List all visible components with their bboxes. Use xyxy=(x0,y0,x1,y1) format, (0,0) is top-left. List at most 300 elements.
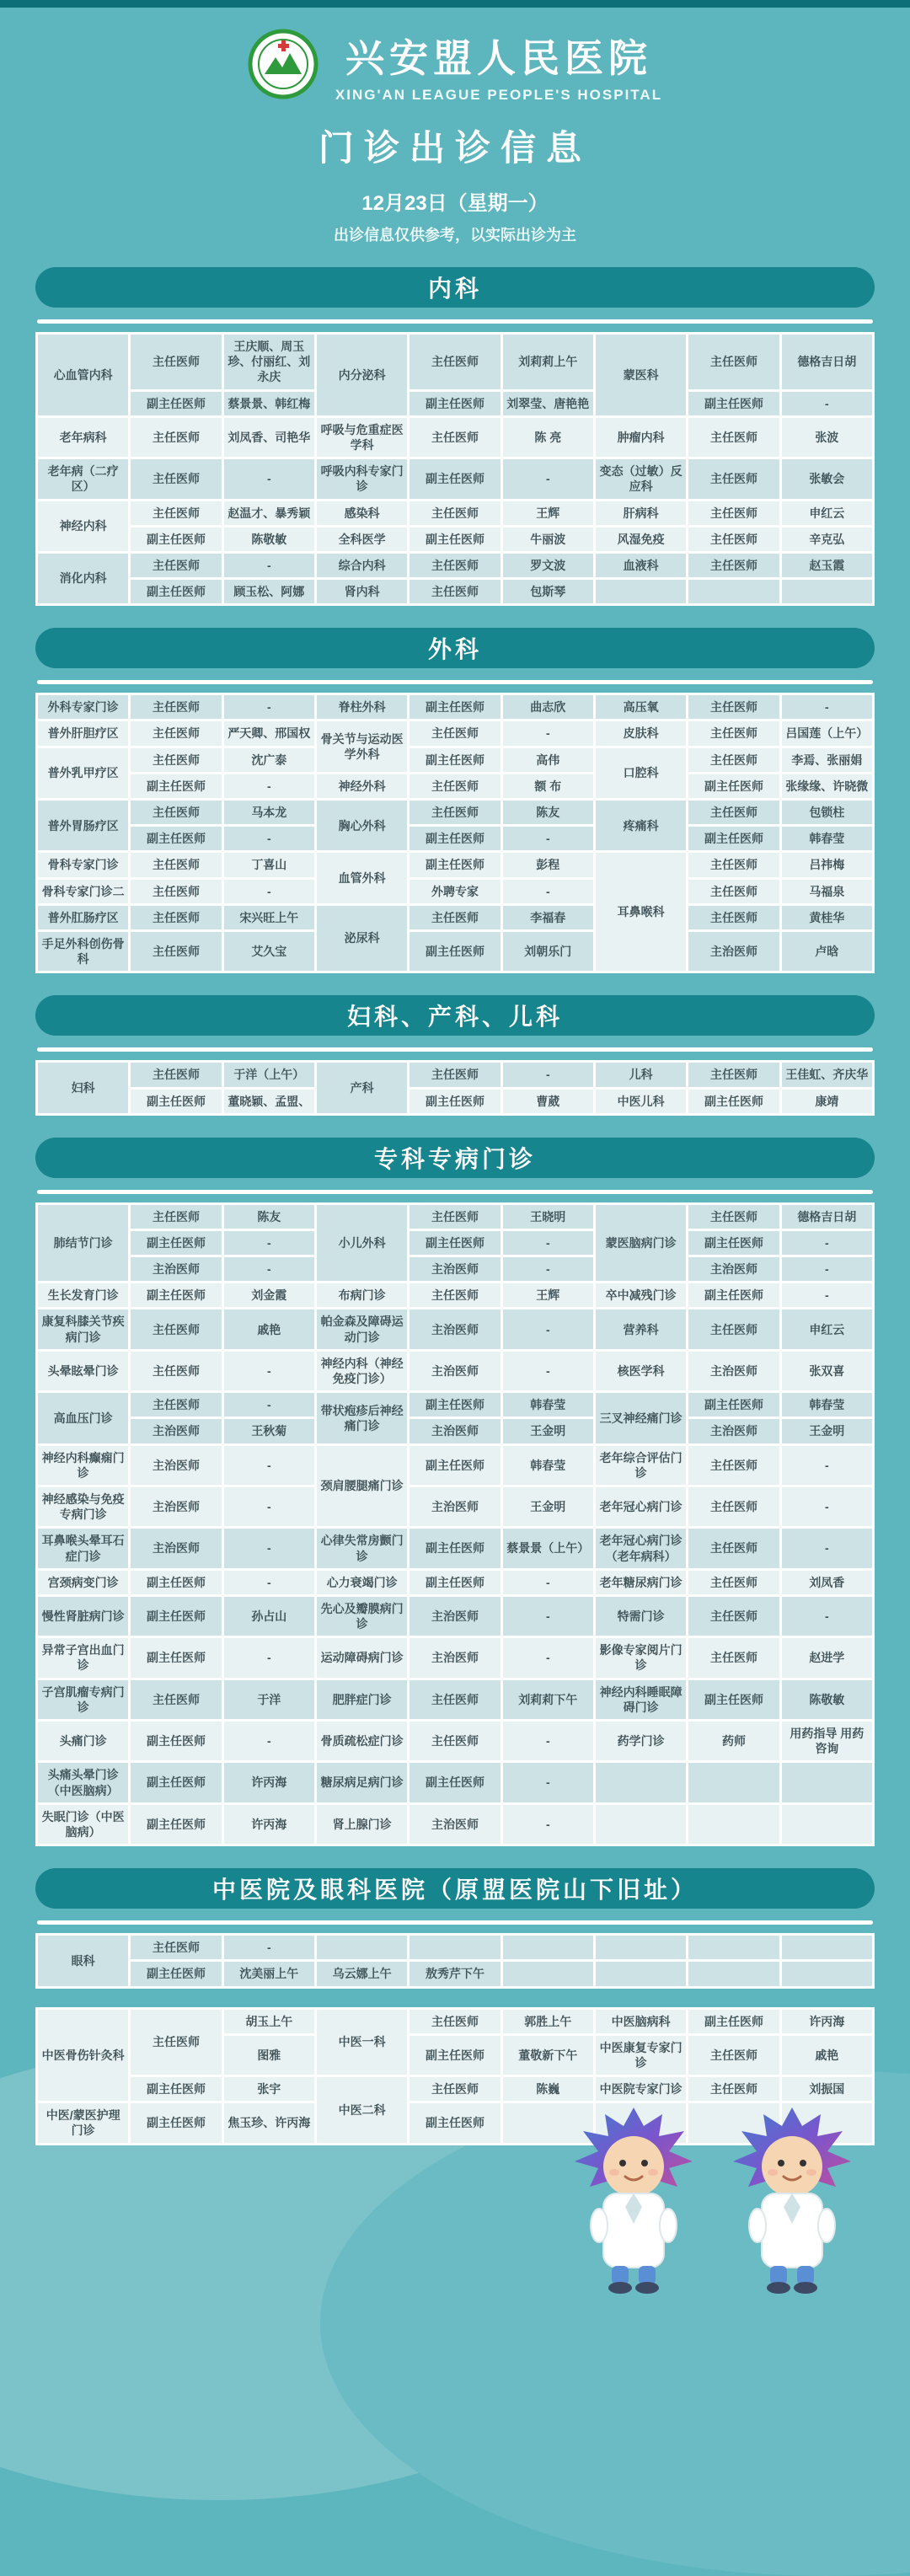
doctor-cell: - xyxy=(503,1722,593,1760)
rank-cell: 副主任医师 xyxy=(410,392,500,415)
section-header: 内科 xyxy=(35,267,875,308)
table-row xyxy=(38,774,872,798)
doctor-cell: 宋兴旺上午 xyxy=(224,906,314,929)
doctor-cell: 包锁柱 xyxy=(782,801,872,824)
rank-cell: 副主任医师 xyxy=(131,1763,221,1802)
department-cell: 产科 xyxy=(317,1063,407,1112)
rank-cell: 主任医师 xyxy=(131,801,221,824)
department-cell: 手足外科创伤骨科 xyxy=(38,932,128,971)
doctor-cell: 德格吉日胡 xyxy=(782,335,872,389)
doctor-cell: 蔡景景（上午） xyxy=(503,1529,593,1567)
department-cell: 妇科 xyxy=(38,1063,128,1112)
doctor-cell: - xyxy=(503,1231,593,1255)
department-cell: 宫颈病变门诊 xyxy=(38,1571,128,1594)
department-cell: 神经感染与免疫专病门诊 xyxy=(38,1487,128,1526)
rank-cell: 副主任医师 xyxy=(131,528,221,551)
rank-cell: 副主任医师 xyxy=(410,2103,500,2142)
department-cell: 特需门诊 xyxy=(596,1597,686,1636)
rank-cell: 副主任医师 xyxy=(131,1231,221,1255)
table-row xyxy=(38,1638,872,1677)
doctor-cell: 戚艳 xyxy=(224,1309,314,1348)
rank-cell: 副主任医师 xyxy=(131,1962,221,1985)
doctor-cell: - xyxy=(782,1529,872,1567)
mascot-left-icon xyxy=(575,2106,693,2300)
doctor-cell: - xyxy=(224,1446,314,1485)
doctor-cell: 马本龙 xyxy=(224,801,314,824)
doctor-cell: 牛丽波 xyxy=(503,528,593,551)
department-cell: 老年冠心病门诊 xyxy=(596,1487,686,1526)
rank-cell: 副主任医师 xyxy=(131,827,221,850)
schedule-sections xyxy=(0,267,910,2145)
rank-cell: 主任医师 xyxy=(131,459,221,498)
doctor-cell: - xyxy=(224,1722,314,1760)
department-cell: 肾内科 xyxy=(317,580,407,603)
doctor-cell: 德格吉日胡 xyxy=(782,1205,872,1229)
department-cell: 呼吸内科专家门诊 xyxy=(317,459,407,498)
department-cell xyxy=(596,1936,686,1959)
doctor-cell: 王金明 xyxy=(503,1487,593,1526)
rank-cell: 副主任医师 xyxy=(131,1722,221,1760)
rank-cell: 副主任医师 xyxy=(131,1571,221,1594)
section-divider xyxy=(37,680,873,684)
table-row xyxy=(38,1936,872,1959)
rank-cell: 主任医师 xyxy=(410,418,500,457)
doctor-cell: 陈敬敏 xyxy=(224,528,314,551)
rank-cell: 副主任医师 xyxy=(410,827,500,850)
doctor-cell: 罗文波 xyxy=(503,554,593,577)
doctor-cell: - xyxy=(224,1231,314,1255)
rank-cell: 主任医师 xyxy=(131,1309,221,1348)
doctor-cell xyxy=(782,1936,872,1959)
doctor-cell: 额 布 xyxy=(503,774,593,798)
department-cell: 儿科 xyxy=(596,1063,686,1086)
department-cell: 中医脑病科 xyxy=(596,2010,686,2033)
table-row xyxy=(38,1283,872,1307)
table-row xyxy=(38,1962,872,1985)
rank-cell: 外聘专家 xyxy=(410,880,500,903)
doctor-cell: - xyxy=(503,827,593,850)
department-cell: 骨关节与运动医学外科 xyxy=(317,721,407,771)
doctor-cell: 韩春莹 xyxy=(503,1446,593,1485)
doctor-cell: - xyxy=(503,1638,593,1677)
hospital-name-en: XING'AN LEAGUE PEOPLE'S HOSPITAL xyxy=(335,87,663,103)
department-cell: 异常子宫出血门诊 xyxy=(38,1638,128,1677)
rank-cell: 主治医师 xyxy=(131,1446,221,1485)
doctor-cell: - xyxy=(224,880,314,903)
department-cell: 小儿外科 xyxy=(317,1205,407,1282)
rank-cell: 主任医师 xyxy=(688,335,779,389)
doctor-cell: - xyxy=(224,1571,314,1594)
rank-cell: 主任医师 xyxy=(688,853,779,876)
rank-cell: 主任医师 xyxy=(131,501,221,525)
rank-cell: 副主任医师 xyxy=(410,695,500,719)
table-row xyxy=(38,554,872,577)
department-cell: 脊柱外科 xyxy=(317,695,407,719)
rank-cell: 主任医师 xyxy=(688,1309,779,1348)
rank-cell: 主治医师 xyxy=(410,1257,500,1281)
doctor-cell: 孙占山 xyxy=(224,1597,314,1636)
doctor-cell: 刘凤香、司艳华 xyxy=(224,418,314,457)
table-row xyxy=(38,880,872,903)
doctor-cell: - xyxy=(224,1393,314,1417)
doctor-cell: 胡玉上午 xyxy=(224,2010,314,2033)
department-cell: 先心及瓣膜病门诊 xyxy=(317,1597,407,1636)
doctor-cell: 韩春莹 xyxy=(782,1393,872,1417)
department-cell: 肺结节门诊 xyxy=(38,1205,128,1282)
rank-cell: 副主任医师 xyxy=(131,1638,221,1677)
table-row xyxy=(38,1352,872,1390)
doctor-cell: 高伟 xyxy=(503,748,593,772)
department-cell: 头痛头晕门诊（中医脑病） xyxy=(38,1763,128,1802)
doctor-cell: 陈友 xyxy=(503,801,593,824)
section-header: 中医院及眼科医院（原盟医院山下旧址） xyxy=(35,1868,875,1909)
department-cell: 中医二科 xyxy=(317,2077,407,2143)
rank-cell: 副主任医师 xyxy=(688,392,779,415)
doctor-cell: 戚艳 xyxy=(782,2036,872,2075)
doctor-cell: 顾玉松、阿娜 xyxy=(224,580,314,603)
section-divider xyxy=(37,1920,873,1925)
department-cell: 心力衰竭门诊 xyxy=(317,1571,407,1594)
table-row xyxy=(38,721,872,745)
doctor-cell: 刘朝乐门 xyxy=(503,932,593,971)
table-row xyxy=(38,827,872,850)
schedule-table xyxy=(35,693,875,973)
doctor-cell: 焦玉珍、许丙海 xyxy=(224,2103,314,2142)
rank-cell: 副主任医师 xyxy=(410,1090,500,1113)
rank-cell: 副主任医师 xyxy=(688,1283,779,1307)
doctor-cell: 王晓明 xyxy=(503,1205,593,1229)
department-cell: 综合内科 xyxy=(317,554,407,577)
doctor-cell: - xyxy=(503,459,593,498)
doctor-cell: 马福泉 xyxy=(782,880,872,903)
schedule-note: 出诊信息仅供参考，以实际出诊为主 xyxy=(334,227,576,244)
department-cell: 胸心外科 xyxy=(317,801,407,850)
department-cell: 皮肤科 xyxy=(596,721,686,745)
section-divider xyxy=(37,319,873,324)
doctor-cell: 张缘缘、许晓微 xyxy=(782,774,872,798)
rank-cell: 主治医师 xyxy=(410,1352,500,1390)
rank-cell: 副主任医师 xyxy=(410,1446,500,1485)
doctor-cell: 韩春莹 xyxy=(782,827,872,850)
doctor-cell: 沈美丽上午 xyxy=(224,1962,314,1985)
rank-cell: 主任医师 xyxy=(131,1352,221,1390)
rank-cell xyxy=(688,1805,779,1844)
rank-cell: 主任医师 xyxy=(410,801,500,824)
rank-cell: 主任医师 xyxy=(131,695,221,719)
rank-cell: 副主任医师 xyxy=(688,774,779,798)
doctor-cell: - xyxy=(224,774,314,798)
rank-cell: 主任医师 xyxy=(131,853,221,876)
schedule-date: 12月23日（星期一） xyxy=(361,192,549,215)
department-cell: 卒中减残门诊 xyxy=(596,1283,686,1307)
rank-cell xyxy=(688,1763,779,1802)
table-row xyxy=(38,1419,872,1443)
doctor-cell xyxy=(503,1936,593,1959)
rank-cell: 副主任医师 xyxy=(410,748,500,772)
rank-cell: 副主任医师 xyxy=(410,1529,500,1567)
rank-cell: 副主任医师 xyxy=(410,2036,500,2075)
rank-cell: 副主任医师 xyxy=(688,1680,779,1719)
rank-cell: 主治医师 xyxy=(410,1638,500,1677)
rank-cell: 主任医师 xyxy=(688,906,779,929)
department-cell: 耳鼻喉科 xyxy=(596,853,686,971)
rank-cell: 主任医师 xyxy=(688,501,779,525)
rank-cell: 主任医师 xyxy=(688,1487,779,1526)
page-title: 门诊出诊信息 xyxy=(318,128,592,168)
department-cell: 变态（过敏）反应科 xyxy=(596,459,686,498)
table-row xyxy=(38,748,872,772)
doctor-cell: - xyxy=(782,1231,872,1255)
department-cell: 神经内科 xyxy=(38,501,128,551)
department-cell: 普外肝胆疗区 xyxy=(38,721,128,745)
doctor-cell: 李焉、张丽娟 xyxy=(782,748,872,772)
department-cell: 老年糖尿病门诊 xyxy=(596,1571,686,1594)
doctor-cell: 康靖 xyxy=(782,1090,872,1113)
doctor-cell: - xyxy=(503,1352,593,1390)
doctor-cell: 图雅 xyxy=(224,2036,314,2075)
doctor-cell: 卢晗 xyxy=(782,932,872,971)
table-row xyxy=(38,1446,872,1485)
rank-cell: 副主任医师 xyxy=(410,459,500,498)
department-cell: 消化内科 xyxy=(38,554,128,603)
doctor-cell: 董敬新下午 xyxy=(503,2036,593,2075)
doctor-cell xyxy=(782,1763,872,1802)
rank-cell: 主任医师 xyxy=(410,1680,500,1719)
table-row xyxy=(38,580,872,603)
rank-cell: 主任医师 xyxy=(410,580,500,603)
rank-cell: 主任医师 xyxy=(410,554,500,577)
table-row xyxy=(38,1571,872,1594)
doctor-cell: 吕国莲（上午） xyxy=(782,721,872,745)
department-cell: 心血管内科 xyxy=(38,335,128,415)
rank-cell: 药师 xyxy=(688,1722,779,1760)
rank-cell: 主治医师 xyxy=(688,1419,779,1443)
rank-cell: 副主任医师 xyxy=(410,853,500,876)
rank-cell: 主任医师 xyxy=(688,418,779,457)
rank-cell: 主任医师 xyxy=(410,1283,500,1307)
department-cell: 中医一科 xyxy=(317,2010,407,2075)
rank-cell: 副主任医师 xyxy=(410,1231,500,1255)
doctor-cell: 李福春 xyxy=(503,906,593,929)
rank-cell: 主任医师 xyxy=(688,1597,779,1636)
table-row xyxy=(38,1309,872,1348)
rank-cell xyxy=(410,1936,500,1959)
doctor-cell: 用药指导 用药咨询 xyxy=(782,1722,872,1760)
rank-cell: 主任医师 xyxy=(410,335,500,389)
doctor-cell: 陈友 xyxy=(224,1205,314,1229)
rank-cell: 主治医师 xyxy=(410,1597,500,1636)
schedule-section-3 xyxy=(35,1138,875,1846)
department-cell: 中医院专家门诊 xyxy=(596,2077,686,2101)
doctor-cell: - xyxy=(224,459,314,498)
section-header: 妇科、产科、儿科 xyxy=(35,995,875,1036)
doctor-cell xyxy=(782,580,872,603)
doctor-cell: - xyxy=(224,827,314,850)
department-cell: 老年病（二疗区） xyxy=(38,459,128,498)
doctor-cell: 王金明 xyxy=(503,1419,593,1443)
rank-cell: 主任医师 xyxy=(131,1680,221,1719)
top-strip xyxy=(0,0,910,8)
rank-cell: 主任医师 xyxy=(131,1063,221,1086)
table-row xyxy=(38,459,872,498)
rank-cell: 主任医师 xyxy=(410,1205,500,1229)
mascot-right-icon xyxy=(733,2106,851,2300)
department-cell: 疼痛科 xyxy=(596,801,686,850)
department-cell: 子宫肌瘤专病门诊 xyxy=(38,1680,128,1719)
department-cell: 老年病科 xyxy=(38,418,128,457)
doctor-cell: - xyxy=(224,1936,314,1959)
table-row xyxy=(38,932,872,971)
table-row xyxy=(38,1529,872,1567)
section-header: 专科专病门诊 xyxy=(35,1138,875,1178)
doctor-cell: 王佳虹、齐庆华 xyxy=(782,1063,872,1086)
schedule-table xyxy=(35,332,875,606)
department-cell: 神经内科癫痫门诊 xyxy=(38,1446,128,1485)
department-cell: 感染科 xyxy=(317,501,407,525)
doctor-cell: - xyxy=(782,1283,872,1307)
rank-cell: 主治医师 xyxy=(131,1487,221,1526)
doctor-cell: 董晓颖、孟盟、 xyxy=(224,1090,314,1113)
rank-cell: 主任医师 xyxy=(131,906,221,929)
schedule-section-2 xyxy=(35,995,875,1115)
doctor-cell: - xyxy=(503,1257,593,1281)
department-cell: 血液科 xyxy=(596,554,686,577)
department-cell: 肾上腺门诊 xyxy=(317,1805,407,1844)
rank-cell: 副主任医师 xyxy=(131,1283,221,1307)
department-cell: 蒙医脑病门诊 xyxy=(596,1205,686,1282)
rank-cell: 主治医师 xyxy=(410,1309,500,1348)
department-cell: 内分泌科 xyxy=(317,335,407,415)
schedule-table xyxy=(35,1060,875,1115)
table-row xyxy=(38,1597,872,1636)
doctor-cell: 包斯琴 xyxy=(503,580,593,603)
doctor-cell: - xyxy=(224,1257,314,1281)
rank-cell: 主任医师 xyxy=(410,774,500,798)
department-cell: 骨科专家门诊 xyxy=(38,853,128,876)
table-row xyxy=(38,1722,872,1760)
table-row xyxy=(38,1763,872,1802)
doctor-cell: - xyxy=(782,1446,872,1485)
rank-cell: 主任医师 xyxy=(131,1205,221,1229)
doctor-cell: 张波 xyxy=(782,418,872,457)
doctor-cell: - xyxy=(782,695,872,719)
doctor-cell: 彭程 xyxy=(503,853,593,876)
department-cell: 呼吸与危重症医学科 xyxy=(317,418,407,457)
doctor-cell: 于洋 xyxy=(224,1680,314,1719)
department-cell: 中医儿科 xyxy=(596,1090,686,1113)
doctor-cell: 王秋菊 xyxy=(224,1419,314,1443)
rank-cell: 主任医师 xyxy=(410,501,500,525)
rank-cell: 主任医师 xyxy=(410,721,500,745)
rank-cell: 副主任医师 xyxy=(688,827,779,850)
department-cell: 布病门诊 xyxy=(317,1283,407,1307)
section-divider xyxy=(37,1047,873,1052)
doctor-cell: - xyxy=(503,1763,593,1802)
rank-cell: 副主任医师 xyxy=(131,1597,221,1636)
table-row xyxy=(38,801,872,824)
table-row xyxy=(38,695,872,719)
doctor-cell: - xyxy=(224,554,314,577)
doctor-cell xyxy=(782,1962,872,1985)
department-cell xyxy=(596,1962,686,1985)
section-divider xyxy=(37,1190,873,1194)
rank-cell: 主任医师 xyxy=(410,2010,500,2033)
department-cell: 肿瘤内科 xyxy=(596,418,686,457)
doctor-cell: - xyxy=(782,1487,872,1526)
department-cell: 骨质疏松症门诊 xyxy=(317,1722,407,1760)
department-cell: 神经内科睡眠障碍门诊 xyxy=(596,1680,686,1719)
department-cell xyxy=(596,580,686,603)
department-cell: 神经内科（神经免疫门诊） xyxy=(317,1352,407,1390)
doctor-cell: 赵玉霞 xyxy=(782,554,872,577)
doctor-cell: 赵温才、暴秀颖 xyxy=(224,501,314,525)
rank-cell: 主治医师 xyxy=(688,1257,779,1281)
rank-cell: 主任医师 xyxy=(131,418,221,457)
department-cell: 普外乳甲疗区 xyxy=(38,748,128,798)
rank-cell: 副主任医师 xyxy=(131,1805,221,1844)
table-row xyxy=(38,335,872,389)
rank-cell: 主任医师 xyxy=(688,748,779,772)
table-row xyxy=(38,2010,872,2033)
department-cell: 头晕眩晕门诊 xyxy=(38,1352,128,1390)
department-cell: 康复科膝关节疾病门诊 xyxy=(38,1309,128,1348)
doctor-cell: 王辉 xyxy=(503,1283,593,1307)
department-cell: 全科医学 xyxy=(317,528,407,551)
rank-cell: 主任医师 xyxy=(131,1936,221,1959)
department-cell: 中医/蒙医护理门诊 xyxy=(38,2103,128,2142)
doctor-cell: - xyxy=(224,1638,314,1677)
table-row xyxy=(38,1393,872,1417)
rank-cell: 主任医师 xyxy=(688,1638,779,1677)
rank-cell: 副主任医师 xyxy=(688,1393,779,1417)
doctor-cell: - xyxy=(503,1063,593,1086)
rank-cell: 主任医师 xyxy=(688,2077,779,2101)
rank-cell: 主任医师 xyxy=(131,335,221,389)
department-cell: 失眠门诊（中医脑病） xyxy=(38,1805,128,1844)
schedule-section-4 xyxy=(35,1868,875,2145)
table-row xyxy=(38,392,872,415)
rank-cell: 副主任医师 xyxy=(688,1090,779,1113)
department-cell: 眼科 xyxy=(38,1936,128,1985)
department-cell: 药学门诊 xyxy=(596,1722,686,1760)
department-cell: 头痛门诊 xyxy=(38,1722,128,1760)
doctor-cell: 刘凤香 xyxy=(782,1571,872,1594)
doctor-cell xyxy=(503,1962,593,1985)
rank-cell: 主任医师 xyxy=(410,1722,500,1760)
hospital-name: 兴安盟人民医院 xyxy=(345,36,652,80)
rank-cell: 主任医师 xyxy=(688,1446,779,1485)
doctor-cell: - xyxy=(503,1805,593,1844)
rank-cell: 主任医师 xyxy=(410,1063,500,1086)
doctor-cell: - xyxy=(503,1597,593,1636)
doctor-cell: 王辉 xyxy=(503,501,593,525)
table-row xyxy=(38,2077,872,2101)
rank-cell xyxy=(688,1936,779,1959)
department-cell: 颈肩腰腿痛门诊 xyxy=(317,1446,407,1527)
doctor-cell: 曹葳 xyxy=(503,1090,593,1113)
doctor-cell: 曲志欣 xyxy=(503,695,593,719)
doctor-cell: 于洋（上午） xyxy=(224,1063,314,1086)
doctor-cell: 陈 亮 xyxy=(503,418,593,457)
rank-cell: 主治医师 xyxy=(131,1419,221,1443)
rank-cell: 主任医师 xyxy=(688,2036,779,2075)
table-row xyxy=(38,906,872,929)
doctor-cell: 王庆顺、周玉珍、付丽红、刘永庆 xyxy=(224,335,314,389)
doctor-cell: 许丙海 xyxy=(782,2010,872,2033)
department-cell: 普外肛肠疗区 xyxy=(38,906,128,929)
department-cell: 影像专家阅片门诊 xyxy=(596,1638,686,1677)
rank-cell: 主任医师 xyxy=(131,880,221,903)
